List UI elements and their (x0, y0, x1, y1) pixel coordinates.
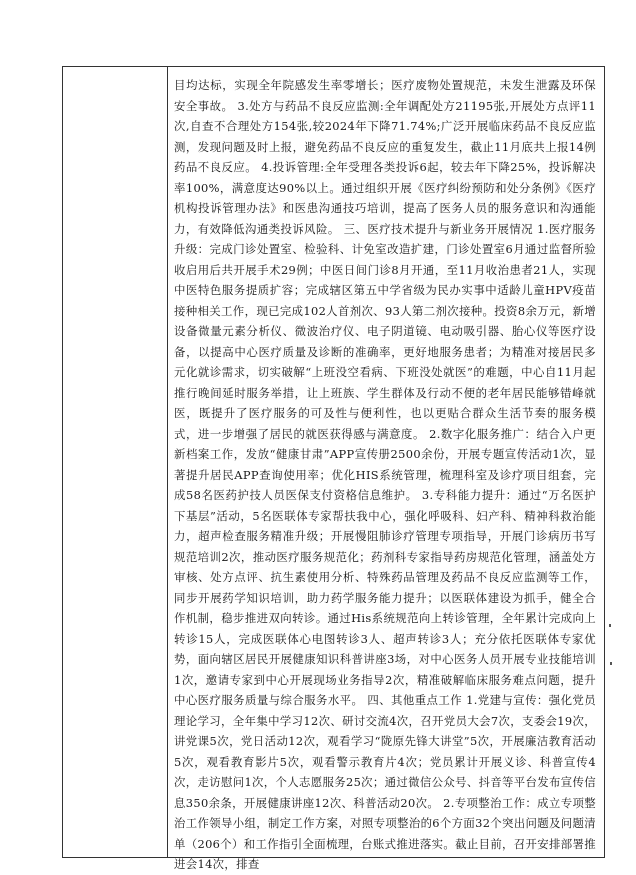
body-paragraph: 目均达标，实现全年院感发生率零增长；医疗废物处置规范，未发生泄露及环保安全事故。 3.处方与药品不良反应监测:全年调配处方21195张,开展处方点评11次,自查不合理处方154张,较2024年下降71.74%;广泛开展临床药品不良反应监测，发现问题及时上报，避免药品不良反应的重复发生，截止11月底共上报14例药品不良反应。 4.投诉管理:全年受理各类投诉6起，较去年下降25%，投诉解决率100%，满意度达90%以上。通过组织开展《医疗纠纷预防和处分条例》《医疗机构投诉管理办法》和医患沟通技巧培训，提高了医务人员的服务意识和沟通能力，有效降低沟通类投诉风险。 三、医疗技术提升与新业务开展情况 1.医疗服务升级：完成门诊处置室、检验科、计免室改造扩建，门诊处置室6月通过监督所验收启用后共开展手术29例；中医日间门诊8月开通，至11月收治患者21人，实现中医特色服务提质扩容；完成辖区第五中学省级为民办实事中适龄儿童HPV疫苗接种相关工作，现已完成102人首剂次、93人第二剂次接种。投资8余万元，新增设备微量元素分析仪、微波治疗仪、电子阴道镜、电动吸引器、胎心仪等医疗设备，以提高中心医疗质量及诊断的准确率，更好地服务患者；为精准对接居民多元化就诊需求，切实破解“上班没空看病、下班没处就医”的难题，中心自11月起推行晚间延时服务举措，让上班族、学生群体及行动不便的老年居民能够错峰就医，既提升了医疗服务的可及性与便利性，也以更贴合群众生活节奏的服务模式，进一步增强了居民的就医获得感与满意度。 2.数字化服务推广：结合入户更新档案工作，发放“健康甘肃”APP宣传册2500余份，开展专题宣传活动1次，显著提升居民APP查询使用率；优化HIS系统管理，梳理科室及诊疗项目组套，完成58名医药护技人员医保支付资格信息维护。 3.专科能力提升：通过“万名医护下基层”活动，5名医联体专家帮扶我中心，强化呼吸科、妇产科、精神科救治能力，超声检查服务精准升级；开展慢阻肺诊疗管理专项指导，开展门诊病历书写规范培训2次，推动医疗服务规范化；药剂科专家指导药房规范化管理，涵盖处方审核、处方点评、抗生素使用分析、特殊药品管理及药品不良反应监测等工作，同步开展药学知识培训，助力药学服务能力提升；以医联体建设为抓手，健全合作机制，稳步推进双向转诊。通过His系统规范向上转诊管理，全年累计完成向上转诊15人，完成医联体心电图转诊3人、超声转诊3人；充分依托医联体专家优势，面向辖区居民开展健康知识科普讲座3场，对中心医务人员开展专业技能培训1次，邀请专家到中心开展现场业务指导2次，精准破解临床服务难点问题，提升中心医疗服务质量与综合服务水平。 四、其他重点工作 1.党建与宣传：强化党员理论学习，全年集中学习12次、研讨交流4次，召开党员大会7次，支委会19次，讲党课5次，党日活动12次，观看学习“陇原先锋大讲堂”5次，开展廉洁教育活动5次，观看教育影片5次，观看警示教育片4次；党员累计开展义诊、科普宣传4次，走访慰问1次，个人志愿服务25次；通过微信公众号、抖音等平台发布宣传信息350余条，开展健康讲座12次、科普活动20次。 2.专项整治工作：成立专项整治工作领导小组，制定工作方案，对照专项整治的6个方面32个突出问题及问题清单（206个）和工作指引全面梳理，台账式推进落实。截止目前，召开安排部署推进会14次，排查 (174, 78, 596, 871)
table-label-cell (63, 67, 168, 857)
margin-mark (610, 662, 612, 665)
document-table (62, 66, 605, 871)
margin-mark (609, 624, 611, 627)
table-content-cell (168, 67, 604, 871)
